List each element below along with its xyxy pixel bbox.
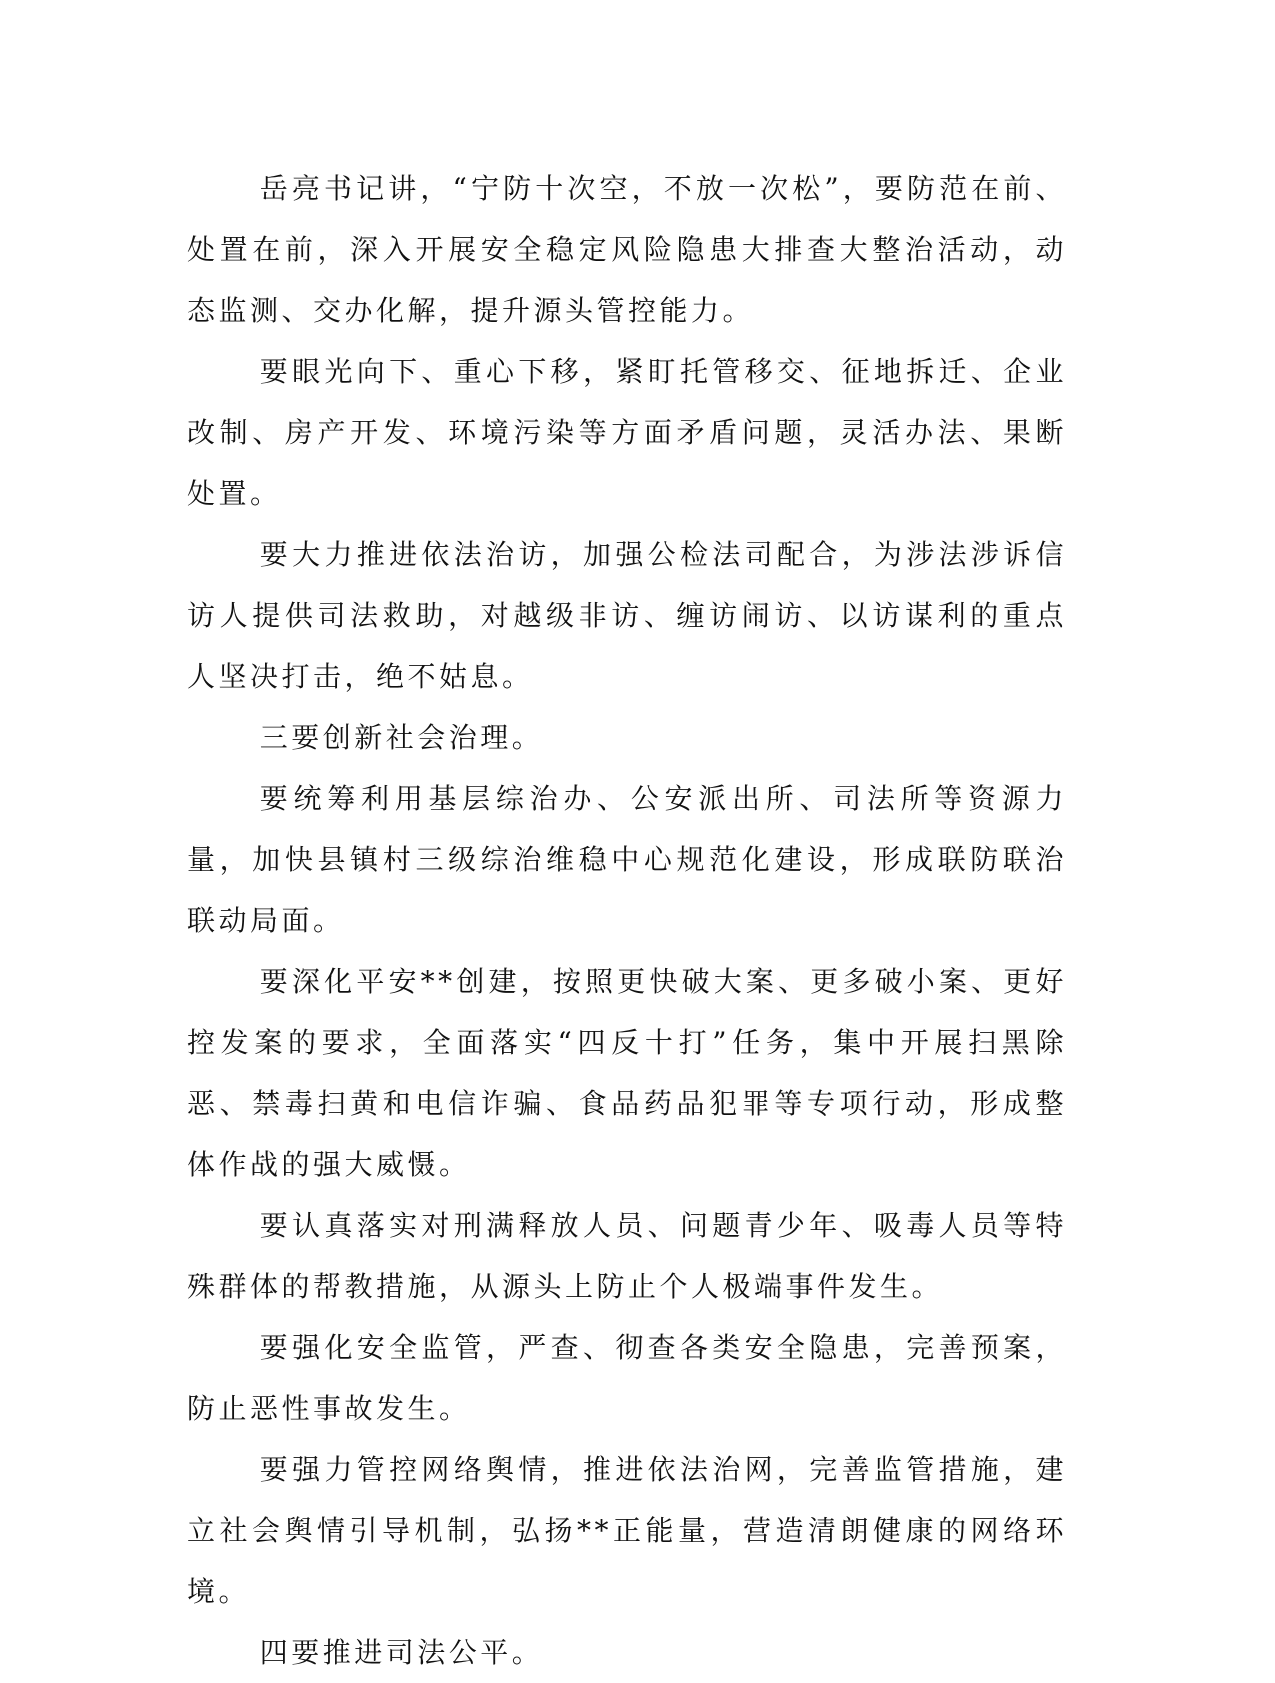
paragraph-4: 要统筹利用基层综治办、公安派出所、司法所等资源力量，加快县镇村三级综治维稳中心规范化建设，形成联防联治联动局面。	[187, 782, 1067, 937]
paragraph-8: 要强力管控网络舆情，推进依法治网，完善监管措施，建立社会舆情引导机制，弘扬**正能量，营造清朗健康的网络环境。	[187, 1453, 1067, 1608]
paragraph-6: 要认真落实对刑满释放人员、问题青少年、吸毒人员等特殊群体的帮教措施，从源头上防止个人极端事件发生。	[187, 1209, 1067, 1303]
section-heading-4: 四要推进司法公平。	[259, 1636, 544, 1669]
document-body	[187, 158, 1067, 1683]
paragraph-5: 要深化平安**创建，按照更快破大案、更多破小案、更好控发案的要求，全面落实“四反十打”任务，集中开展扫黑除恶、禁毒扫黄和电信诈骗、食品药品犯罪等专项行动，形成整体作战的强大威慑。	[187, 965, 1067, 1181]
paragraph-7: 要强化安全监管，严查、彻查各类安全隐患，完善预案，防止恶性事故发生。	[187, 1331, 1067, 1425]
paragraph-2: 要眼光向下、重心下移，紧盯托管移交、征地拆迁、企业改制、房产开发、环境污染等方面矛盾问题，灵活办法、果断处置。	[187, 355, 1067, 510]
section-heading-3: 三要创新社会治理。	[259, 721, 544, 754]
paragraph-1: 岳亮书记讲，“宁防十次空，不放一次松”，要防范在前、处置在前，深入开展安全稳定风险隐患大排查大整治活动，动态监测、交办化解，提升源头管控能力。	[187, 172, 1067, 327]
paragraph-3: 要大力推进依法治访，加强公检法司配合，为涉法涉诉信访人提供司法救助，对越级非访、缠访闹访、以访谋利的重点人坚决打击，绝不姑息。	[187, 538, 1067, 693]
